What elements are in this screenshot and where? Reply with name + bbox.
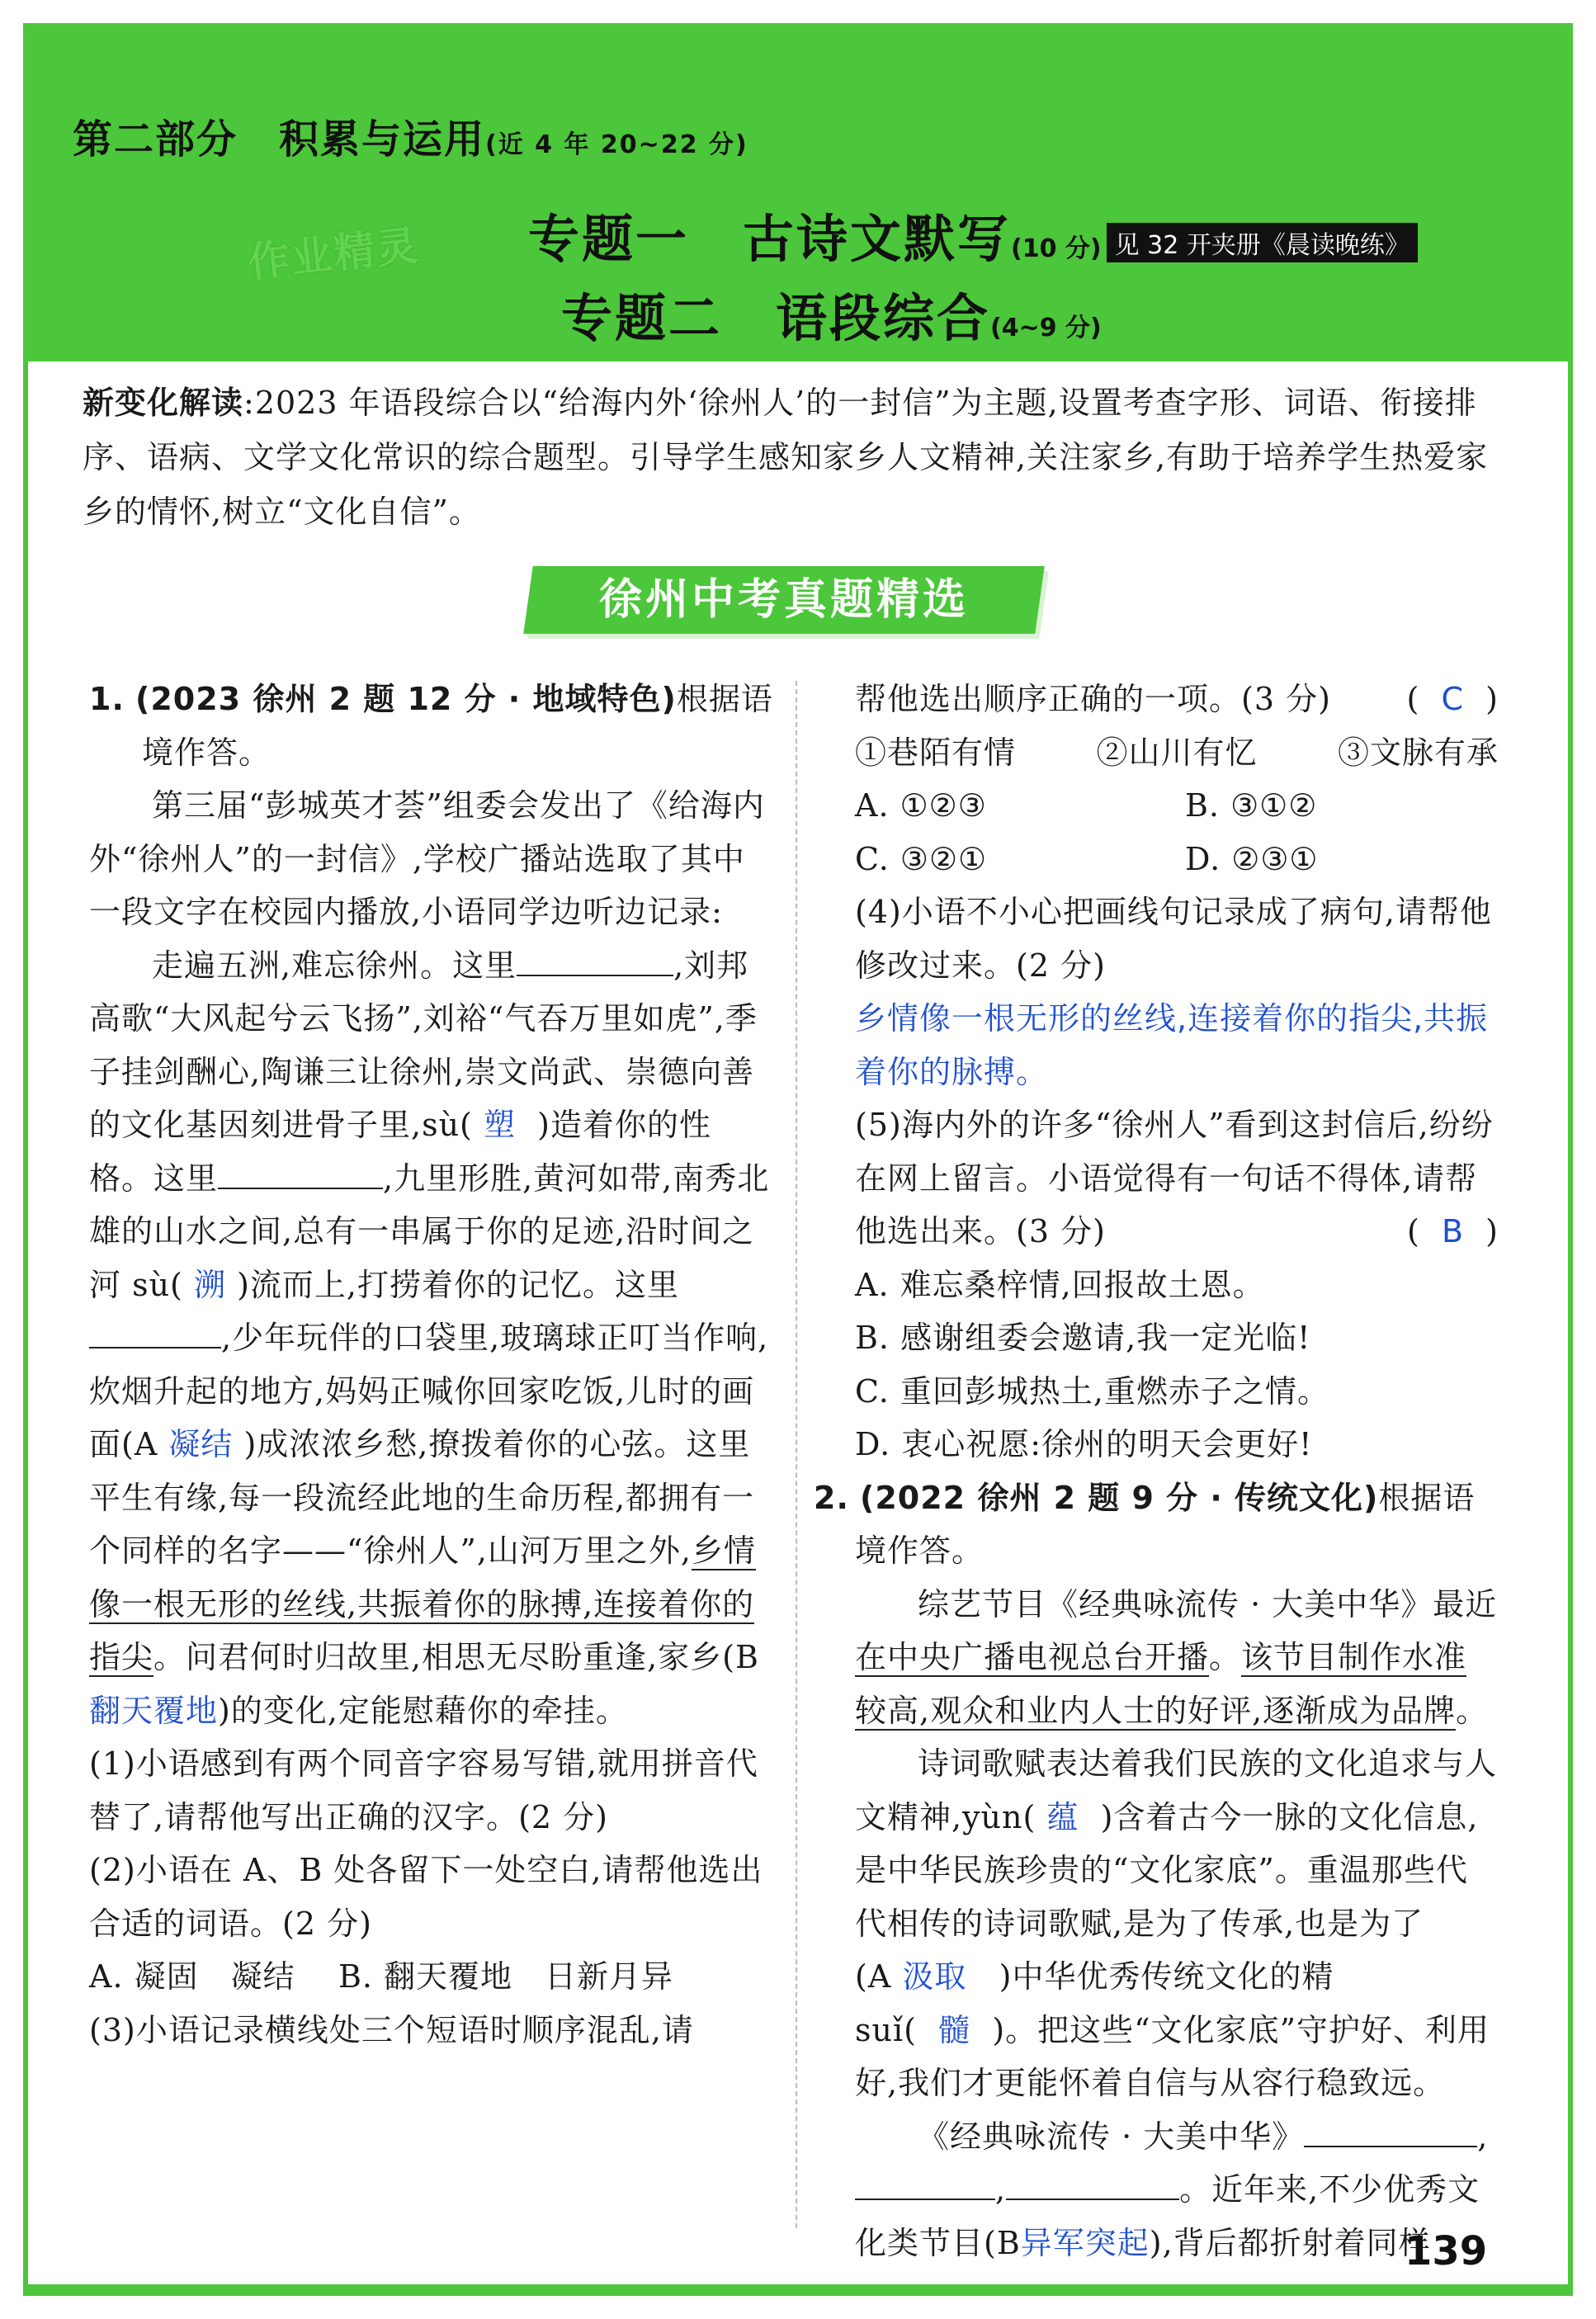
blank-3 [1006,2166,1179,2200]
item-3: ③文脉有承 [1337,734,1499,771]
q1-sub3-opts-row1 [855,779,1499,833]
q2-text: 。近年来,不少优秀文化类节目(B [855,2171,1480,2261]
q1-sub3: (3)小语记录横线处三个短语时顺序混乱,请 [89,2011,694,2048]
q1-sub4: (4)小语不小心把画线句记录成了病句,请帮他修改过来。(2 分) [855,894,1492,984]
q1-sub3-opts-row2 [855,833,1499,886]
option-b: B. ③①② [1185,787,1318,824]
q2-paragraph-1 [855,1578,1499,1738]
left-border [23,361,28,2284]
answer-b: 异军突起 [1020,2224,1150,2261]
underlined-sentence: 该节目制作水准较高,观众和业内人士的好评,逐渐成为品牌 [855,1639,1467,1729]
part-title-text: 第二部分 积累与运用 [73,116,486,163]
q1-passage-text: ,少年玩伴的口袋里,玻璃球正叮当作响,炊烟升起的地方,妈妈正喊你回家吃饭,儿时的画面(A [89,1320,769,1462]
q2-paragraph-3: 《经典咏流传 · 大美中华》 ,, 。近年来,不少优秀文化类节目(B异军突起),背后都折射着同样 [855,2110,1499,2270]
top-margin [0,0,1596,23]
q2-text: 《经典咏流传 · 大美中华》 [918,2118,1305,2155]
q1-lead: 根据语境作答。 [142,681,773,771]
option-c: C. ③②① [855,840,988,877]
q1-sub5-option-c: C. 重回彭城热土,重燃赤子之情。 [855,1372,1329,1410]
q1-sub3-cont [855,673,1499,726]
q1-passage [89,939,774,1738]
q2-number: 2. [814,1479,849,1516]
answer-paren: ( C ) [1406,681,1499,717]
q2-text: 。 [1456,1692,1489,1729]
topic1-reference: 见 32 开夹册《晨读晚练》 [1107,223,1418,262]
q1-passage-text: )流而上,打捞着你的记忆。这里 [237,1266,679,1303]
q1-passage-text: ,九里形胜,黄河如带,南秀北雄的山水之间,总有一串属于你的足迹,沿时间之河 sù( [89,1160,770,1303]
q1-passage-text: )的变化,定能慰藉你的牵挂。 [218,1692,628,1729]
intro-label: 新变化解读 [83,385,244,421]
q2-text: )。把这些“文化家底”守护好、利用好,我们才更能怀着自信与从容行稳致远。 [855,2011,1490,2101]
q2-text: 综艺节目《经典咏流传 · 大美中华》最近 [918,1585,1498,1622]
q1-sub1: (1)小语感到有两个同音字容易写错,就用拼音代替了,请帮他写出正确的汉字。(2 分) [89,1745,758,1835]
intro-paragraph [83,375,1518,539]
q2-text: )含着古今一脉的文化信息,是中华民族珍贵的“文化家底”。重温那些代代相传的诗词歌赋,是为了传承,也是为了(A [855,1798,1479,1995]
q2-text: 诗词歌赋表达着我们民族的文化追求与人文精神,yùn( [855,1745,1498,1835]
q1-intro-paragraph: 第三届“彭城英才荟”组委会发出了《给海内外“徐州人”的一封信》,学校广播站选取了其中一段文字在校园内播放,小语同学边听边记录: [89,787,765,930]
section-banner: 徐州中考真题精选 [598,575,969,625]
watermark-text: 作业精灵 [245,221,422,287]
topic1-points: (10 分) [1011,234,1102,263]
q1-heading [89,673,774,779]
bottom-border [23,2284,1573,2296]
answer-sub4: 乡情像一根无形的丝线,连接着你的指尖,共振着你的脉搏。 [855,1000,1489,1090]
q2-paragraph-2 [855,1737,1499,2110]
q1-sub3-text: 帮他选出顺序正确的一项。(3 分) [855,681,1331,717]
q1-sub5-option-a: A. 难忘桑梓情,回报故土恩。 [855,1266,1265,1303]
q2-source: (2022 徐州 2 题 9 分 · 传统文化) [859,1479,1379,1516]
q1-number: 1. [89,681,125,717]
underlined-sentence: 乡情像一根无形的丝线,共振着你的脉搏,连接着你的指尖 [89,1533,757,1675]
q2-text: ),背后都折射着同样 [1149,2224,1431,2261]
q1-sub5 [855,1098,1499,1259]
answer-paren: ( B ) [1406,1213,1499,1249]
option-d: D. ②③① [1185,840,1319,877]
column-divider [796,681,797,2228]
intro-text: :2023 年语段综合以“给海内外‘徐州人’的一封信”为主题,设置考查字形、词语、衔接排序、语病、文学文化常识的综合题型。引导学生感知家乡人文精神,关注家乡,有助于培养学生热爱家乡的情怀,树立“文化自信”。 [83,385,1489,530]
answer-b: 翻天覆地 [89,1692,219,1729]
part-note: (近 4 年 20~22 分) [485,130,748,159]
option-b: B. 翻天覆地 日新月异 [338,1958,674,1995]
topic1-heading [528,198,1418,272]
answer-su2: 溯 [193,1266,226,1303]
q1-passage-text: )成浓浓乡愁,撩拨着你的心弦。这里平生有缘,每一段流经此地的生命历程,都拥有一个同样的名字——“徐州人”,山河万里之外, [89,1426,755,1569]
left-column [89,673,774,2057]
q1-passage-text: ,刘邦高歌“大风起兮云飞扬”,刘裕“气吞万里如虎”,季子挂剑酬心,陶谦三让徐州,崇文尚武、崇德向善的文化基因刻进骨子里,sù( [89,947,758,1143]
q1-passage-text: )造着你的性格。这里 [89,1107,711,1197]
topic2-heading [561,277,1102,351]
right-column [814,673,1499,2269]
blank-1 [1304,2113,1477,2147]
underlined-sentence: 在中央广播电视总台开播 [855,1639,1210,1675]
topic1-title: 专题一 古诗文默写 [528,209,1012,269]
item-1: ①巷陌有情 [855,734,1017,771]
answer-sui: 髓 [938,2011,971,2048]
blank-2 [218,1155,383,1189]
answer-yun: 蕴 [1046,1798,1079,1835]
q2-text: 。 [1209,1639,1242,1675]
page-number: 139 [1405,2228,1488,2274]
q2-text: )中华优秀传统文化的精 suǐ( [855,1958,1334,2048]
part-title [73,107,748,164]
q1-sub5-text: (5)海内外的许多“徐州人”看到这封信后,纷纷在网上留言。小语觉得有一句话不得体,请帮他选出来。(3 分) [855,1107,1494,1249]
q1-passage-text: 。问君何时归故里,相思无尽盼重逢,家乡(B [153,1639,759,1675]
blank-2 [855,2166,995,2200]
topic2-title: 专题二 语段综合 [561,288,991,348]
answer-a: 汲取 [902,1958,967,1995]
answer-su1: 塑 [483,1107,516,1143]
answer-a: 凝结 [168,1426,234,1462]
q1-source: (2023 徐州 2 题 12 分 · 地域特色) [135,681,677,717]
q1-sub5-option-b: B. 感谢组委会邀请,我一定光临! [855,1320,1311,1356]
q1-sub5-option-d: D. 衷心祝愿:徐州的明天会更好! [855,1426,1313,1462]
q2-heading [814,1471,1499,1578]
topic2-points: (4~9 分) [990,314,1102,342]
item-2: ②山川有忆 [1096,734,1258,771]
answer-sub3: C [1441,681,1465,717]
answer-sub5: B [1441,1213,1465,1249]
right-border [1568,361,1573,2284]
q1-sub3-items [855,726,1499,780]
q1-sub2: (2)小语在 A、B 处各留下一处空白,请帮他选出合适的词语。(2 分) [89,1852,763,1942]
option-a: A. 凝固 凝结 [89,1958,295,1995]
q1-sub2-options [89,1950,774,2004]
q2-lead: 根据语境作答。 [855,1479,1476,1569]
q1-passage-text: 走遍五洲,难忘徐州。这里 [152,947,517,984]
blank-1 [517,942,673,976]
option-a: A. ①②③ [855,787,987,824]
blank-3 [89,1314,221,1348]
